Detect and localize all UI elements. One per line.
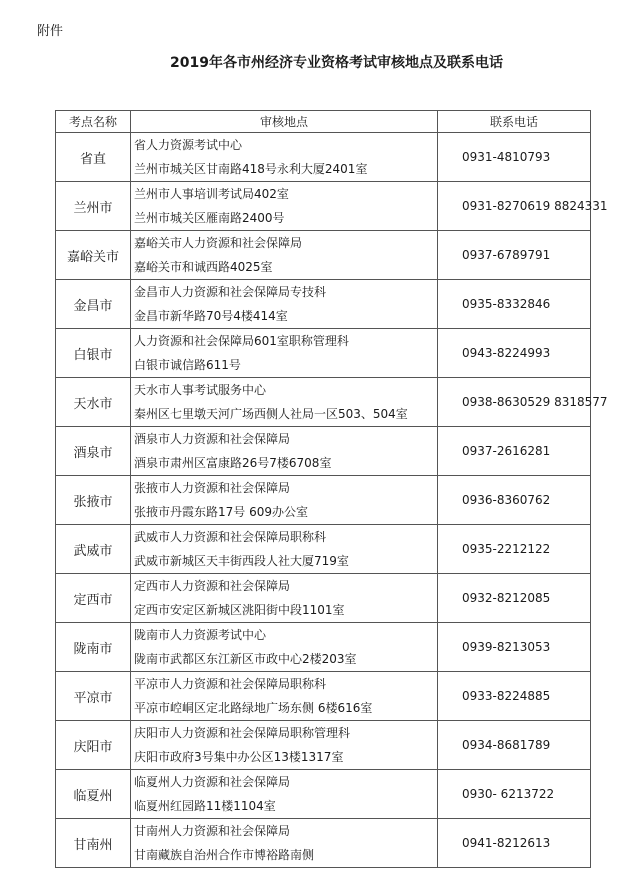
site-address [131, 329, 438, 378]
address-line-2: 秦州区七里墩天河广场西侧人社局一区503、504室 [134, 407, 408, 421]
address-line-1: 武威市人力资源和社会保障局职称科 [134, 530, 327, 544]
site-name: 省直 [56, 133, 131, 182]
table-row [56, 721, 591, 770]
site-address [131, 574, 438, 623]
site-name: 金昌市 [56, 280, 131, 329]
site-phone: 0943-8224993 [438, 329, 591, 378]
attachment-label: 附件 [37, 24, 64, 39]
exam-site-table [55, 110, 608, 868]
site-address [131, 525, 438, 574]
address-line-1: 甘南州人力资源和社会保障局 [134, 824, 291, 838]
site-address [131, 378, 438, 427]
site-name: 嘉峪关市 [56, 231, 131, 280]
address-line-2: 定西市安定区新城区洮阳街中段1101室 [134, 603, 345, 617]
header-name: 考点名称 [56, 111, 131, 133]
address-line-2: 兰州市城关区雁南路2400号 [134, 211, 285, 225]
site-phone: 0930- 6213722 [438, 770, 591, 819]
site-name: 酒泉市 [56, 427, 131, 476]
site-phone: 0934-8681789 [438, 721, 591, 770]
address-line-1: 临夏州人力资源和社会保障局 [134, 775, 291, 789]
site-phone: 0935-2212122 [438, 525, 591, 574]
site-address [131, 133, 438, 182]
site-name: 定西市 [56, 574, 131, 623]
site-phone: 0931-4810793 [438, 133, 591, 182]
site-name: 天水市 [56, 378, 131, 427]
site-phone: 0936-8360762 [438, 476, 591, 525]
site-name: 武威市 [56, 525, 131, 574]
address-line-2: 武威市新城区天丰街西段人社大厦719室 [134, 554, 349, 568]
address-line-1: 庆阳市人力资源和社会保障局职称管理科 [134, 726, 351, 740]
table-row [56, 525, 591, 574]
site-phone: 0931-8270619 8824331 [438, 182, 591, 231]
site-name: 白银市 [56, 329, 131, 378]
site-address [131, 819, 438, 868]
site-address [131, 280, 438, 329]
address-line-1: 陇南市人力资源考试中心 [134, 628, 267, 642]
address-line-1: 兰州市人事培训考试局402室 [134, 187, 289, 201]
header-address: 审核地点 [131, 111, 438, 133]
site-phone: 0935-8332846 [438, 280, 591, 329]
table-row [56, 770, 591, 819]
site-address [131, 672, 438, 721]
address-line-2: 平凉市崆峒区定北路绿地广场东侧 6楼616室 [134, 701, 373, 715]
address-line-2: 兰州市城关区甘南路418号永利大厦2401室 [134, 162, 368, 176]
site-address [131, 721, 438, 770]
table-row [56, 231, 591, 280]
address-line-2: 金昌市新华路70号4楼414室 [134, 309, 288, 323]
site-name: 张掖市 [56, 476, 131, 525]
site-phone: 0938-8630529 8318577 [438, 378, 591, 427]
site-phone: 0937-6789791 [438, 231, 591, 280]
site-address [131, 476, 438, 525]
table-row [56, 623, 591, 672]
address-line-1: 平凉市人力资源和社会保障局职称科 [134, 677, 327, 691]
table-row [56, 329, 591, 378]
page-title: 2019年各市州经济专业资格考试审核地点及联系电话 [170, 55, 503, 71]
address-line-2: 陇南市武都区东江新区市政中心2楼203室 [134, 652, 357, 666]
table-row [56, 427, 591, 476]
site-name: 临夏州 [56, 770, 131, 819]
address-line-2: 临夏州红园路11楼1104室 [134, 799, 276, 813]
address-line-1: 酒泉市人力资源和社会保障局 [134, 432, 291, 446]
table-header-row [56, 111, 591, 133]
address-line-2: 嘉峪关市和诚西路4025室 [134, 260, 273, 274]
address-line-2: 白银市诚信路611号 [134, 358, 241, 372]
address-line-1: 嘉峪关市人力资源和社会保障局 [134, 236, 303, 250]
site-phone: 0937-2616281 [438, 427, 591, 476]
table-row [56, 476, 591, 525]
site-phone: 0939-8213053 [438, 623, 591, 672]
table-row [56, 819, 591, 868]
site-name: 甘南州 [56, 819, 131, 868]
site-name: 平凉市 [56, 672, 131, 721]
address-line-2: 酒泉市肃州区富康路26号7楼6708室 [134, 456, 332, 470]
address-line-1: 人力资源和社会保障局601室职称管理科 [134, 334, 349, 348]
site-address [131, 231, 438, 280]
table-row [56, 182, 591, 231]
address-line-1: 天水市人事考试服务中心 [134, 383, 267, 397]
site-phone: 0932-8212085 [438, 574, 591, 623]
table-row [56, 280, 591, 329]
address-line-2: 庆阳市政府3号集中办公区13楼1317室 [134, 750, 344, 764]
address-line-1: 张掖市人力资源和社会保障局 [134, 481, 291, 495]
address-line-1: 省人力资源考试中心 [134, 138, 243, 152]
address-line-2: 甘南藏族自治州合作市博裕路南侧 [134, 848, 315, 862]
address-line-2: 张掖市丹霞东路17号 609办公室 [134, 505, 308, 519]
site-phone: 0941-8212613 [438, 819, 591, 868]
site-name: 兰州市 [56, 182, 131, 231]
site-name: 陇南市 [56, 623, 131, 672]
site-phone: 0933-8224885 [438, 672, 591, 721]
address-line-1: 定西市人力资源和社会保障局 [134, 579, 291, 593]
header-phone: 联系电话 [438, 111, 591, 133]
site-address [131, 623, 438, 672]
site-address [131, 770, 438, 819]
site-address [131, 182, 438, 231]
site-name: 庆阳市 [56, 721, 131, 770]
table-body [56, 133, 608, 868]
site-address [131, 427, 438, 476]
table-row [56, 574, 591, 623]
table-row [56, 672, 591, 721]
table-row [56, 378, 591, 427]
address-line-1: 金昌市人力资源和社会保障局专技科 [134, 285, 327, 299]
table-row [56, 133, 591, 182]
